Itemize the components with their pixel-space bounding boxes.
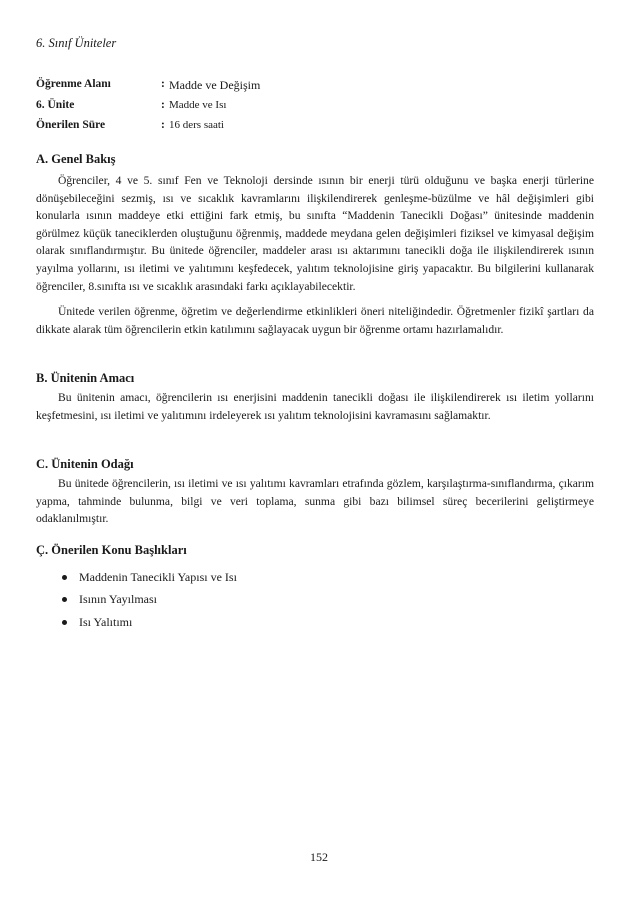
info-value: Madde ve Değişim — [169, 78, 261, 92]
info-label: 6. Ünite — [36, 99, 75, 111]
section-a-paragraph-1: Öğrenciler, 4 ve 5. sınıf Fen ve Teknoloji dersinde ısının bir enerji türü olduğunu ve başka enerji türlerine dönüşebileceğini sezmiş, ısı ve sıcaklık kavramlarını ilişkilendirerek genleşme-büzülme ve hâl değişimleri gibi konularla ısının maddeye etki ettiğini fark etmiş, bu sınıfta “Maddenin Tanecikli Doğası” ünitesinde maddenin görülmez küçük taneciklerden oluştuğunu öğrenmiş, maddede meydana gelen değişimleri fiziksel ve kimyasal değişim olarak sınıflandırmıştır. Bu ünitede öğrenciler, maddeler arası ısı aktarımını tanecikli doğa ile ilişkilendirerek ısının yayılma yollarını, ısı iletimi ve yalıtımını keşfedecek, yalıtım teknolojisine giriş yapacaktır. Bu bilgilerini kullanarak öğrenciler, 8.sınıfta ısı ve sıcaklık arasındaki farkı açıklayabilecektir. — [36, 174, 594, 293]
list-item — [62, 611, 237, 634]
info-colon: : — [161, 78, 165, 90]
info-value: Madde ve Isı — [169, 99, 227, 111]
section-a-title: A. Genel Bakış — [36, 152, 116, 166]
running-header: 6. Sınıf Üniteler — [36, 36, 117, 50]
section-a-paragraph-2: Ünitede verilen öğrenme, öğretim ve değerlendirme etkinlikleri öneri niteliğindedir. Öğretmenler fizikî şartları da dikkate alarak tüm öğrencilerin etkin katılımını sağlayacak uygun bir öğrenme ortamı hazırlamalıdır. — [36, 305, 594, 336]
topic-list — [62, 566, 237, 634]
bullet-icon — [62, 597, 67, 602]
list-item-label: Maddenin Tanecikli Yapısı ve Isı — [79, 569, 237, 584]
info-label: Önerilen Süre — [36, 119, 106, 131]
info-value: 16 ders saati — [169, 119, 224, 131]
list-item-label: Isı Yalıtımı — [79, 614, 133, 629]
info-colon: : — [161, 119, 165, 131]
section-cc-title: Ç. Önerilen Konu Başlıkları — [36, 543, 187, 557]
info-colon: : — [161, 99, 165, 111]
info-label: Öğrenme Alanı — [36, 78, 111, 90]
bullet-icon — [62, 620, 67, 625]
bullet-icon — [62, 575, 67, 580]
page-number: 152 — [310, 850, 328, 864]
section-c-paragraph: Bu ünitede öğrencilerin, ısı iletimi ve ısı yalıtımı kavramları etrafında gözlem, karşılaştırma-sınıflandırma, çıkarım yapma, tahminde bulunma, bilgi ve veri toplama, sunma gibi bazı bilimsel süreç becerilerini geliştirmeye odaklanılmıştır. — [36, 477, 594, 526]
list-item — [62, 589, 237, 612]
list-item-label: Isının Yayılması — [79, 592, 158, 607]
section-b-paragraph: Bu ünitenin amacı, öğrencilerin ısı enerjisini maddenin tanecikli doğası ile ilişkilendirerek ısı iletim yollarını keşfetmesini, ısı iletimi ve yalıtımını irdeleyerek ısı yalıtım teknolojisini kavramasını sağlamaktır. — [36, 391, 594, 422]
list-item — [62, 566, 237, 589]
section-b-title: B. Ünitenin Amacı — [36, 371, 135, 385]
section-c-title: C. Ünitenin Odağı — [36, 457, 134, 471]
